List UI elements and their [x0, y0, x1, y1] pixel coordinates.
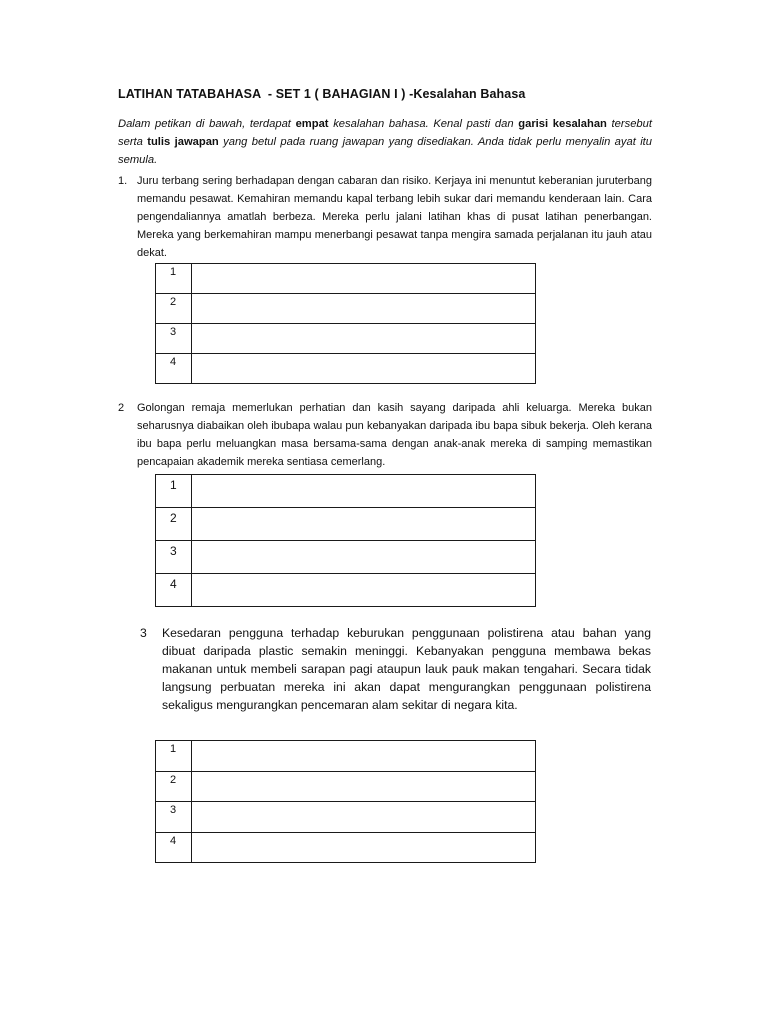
answer-row-number: 3	[156, 802, 192, 833]
answer-row-number: 3	[156, 324, 192, 354]
answer-space[interactable]	[192, 741, 536, 772]
answer-row-number: 3	[156, 541, 192, 574]
answer-row-number: 1	[156, 741, 192, 772]
answer-row-number: 4	[156, 574, 192, 607]
answer-row	[156, 294, 536, 324]
answer-row	[156, 541, 536, 574]
instructions-text-1: Dalam petikan di bawah, terdapat	[118, 118, 296, 130]
answer-row	[156, 475, 536, 508]
answer-row	[156, 324, 536, 354]
instructions-bold-tulis: tulis jawapan	[147, 136, 219, 148]
answer-row	[156, 832, 536, 863]
question-passage: Juru terbang sering berhadapan dengan cabaran dan risiko. Kerjaya ini menuntut keberanian juruterbang memandu pesawat. Kemahiran memandu kapal terbang lebih sukar dari memandu kenderaan lain. Cara pengendaliannya amatlah berbeza. Mereka perlu jalani latihan khas di pusat latihan penerbangan. Mereka yang berkemahiran mampu menerbangi pesawat tanpa mengira samada perjalanan itu jauh atau dekat.	[137, 175, 652, 259]
answer-space[interactable]	[192, 508, 536, 541]
answer-space[interactable]	[192, 832, 536, 863]
question-1	[118, 172, 652, 262]
answer-row-number: 1	[156, 264, 192, 294]
answer-row	[156, 508, 536, 541]
answer-space[interactable]	[192, 264, 536, 294]
answer-space[interactable]	[192, 354, 536, 384]
question-passage: Kesedaran pengguna terhadap keburukan penggunaan polistirena atau bahan yang dibuat daripada plastic semakin meninggi. Kebanyakan pengguna membawa bekas makanan untuk membeli sarapan pagi ataupun lauk pauk makan tengahari. Secara tidak langsung perbuatan mereka ini akan dapat mengurangkan penggunaan polistirena sekaligus mengurangkan pencemaran alam sekitar di negara kita.	[162, 626, 651, 712]
answer-row	[156, 264, 536, 294]
answer-row-number: 2	[156, 294, 192, 324]
answer-space[interactable]	[192, 294, 536, 324]
answer-row-number: 2	[156, 771, 192, 802]
answer-space[interactable]	[192, 324, 536, 354]
question-number: 3	[140, 626, 147, 640]
answer-row-number: 4	[156, 354, 192, 384]
instructions-bold-empat: empat	[295, 118, 329, 130]
answer-row-number: 1	[156, 475, 192, 508]
worksheet-title: LATIHAN TATABAHASA - SET 1 ( BAHAGIAN I ) -Kesalahan Bahasa	[118, 87, 526, 101]
answer-row	[156, 741, 536, 772]
instructions-text-3: tersebut serta	[118, 118, 652, 148]
answer-row-number: 4	[156, 832, 192, 863]
answer-space[interactable]	[192, 475, 536, 508]
answer-row-number: 2	[156, 508, 192, 541]
answer-row	[156, 802, 536, 833]
answer-table-1	[155, 263, 536, 384]
answer-row	[156, 354, 536, 384]
instructions-bold-garisi: garisi kesalahan	[518, 118, 607, 130]
answer-row	[156, 574, 536, 607]
answer-space[interactable]	[192, 574, 536, 607]
question-3	[140, 624, 651, 714]
answer-space[interactable]	[192, 771, 536, 802]
answer-space[interactable]	[192, 541, 536, 574]
answer-space[interactable]	[192, 802, 536, 833]
answer-table-2	[155, 474, 536, 607]
question-passage: Golongan remaja memerlukan perhatian dan kasih sayang daripada ahli keluarga. Mereka bukan seharusnya diabaikan oleh ibubapa walau pun kebanyakan daripada ibu bapa sibuk bekerja. Oleh kerana ibu bapa perlu meluangkan masa bersama-sama dengan anak-anak mereka di samping memastikan pencapaian akademik mereka sentiasa cemerlang.	[137, 402, 652, 468]
question-number: 2	[118, 402, 125, 414]
question-2	[118, 399, 652, 471]
instructions	[118, 115, 652, 169]
answer-row	[156, 771, 536, 802]
instructions-text-2: kesalahan bahasa. Kenal pasti dan	[328, 118, 519, 130]
instructions-text-4: yang betul pada ruang jawapan yang disediakan. Anda tidak perlu menyalin ayat itu semula.	[118, 136, 653, 166]
answer-table-3	[155, 740, 536, 863]
question-number: 1.	[118, 175, 128, 187]
